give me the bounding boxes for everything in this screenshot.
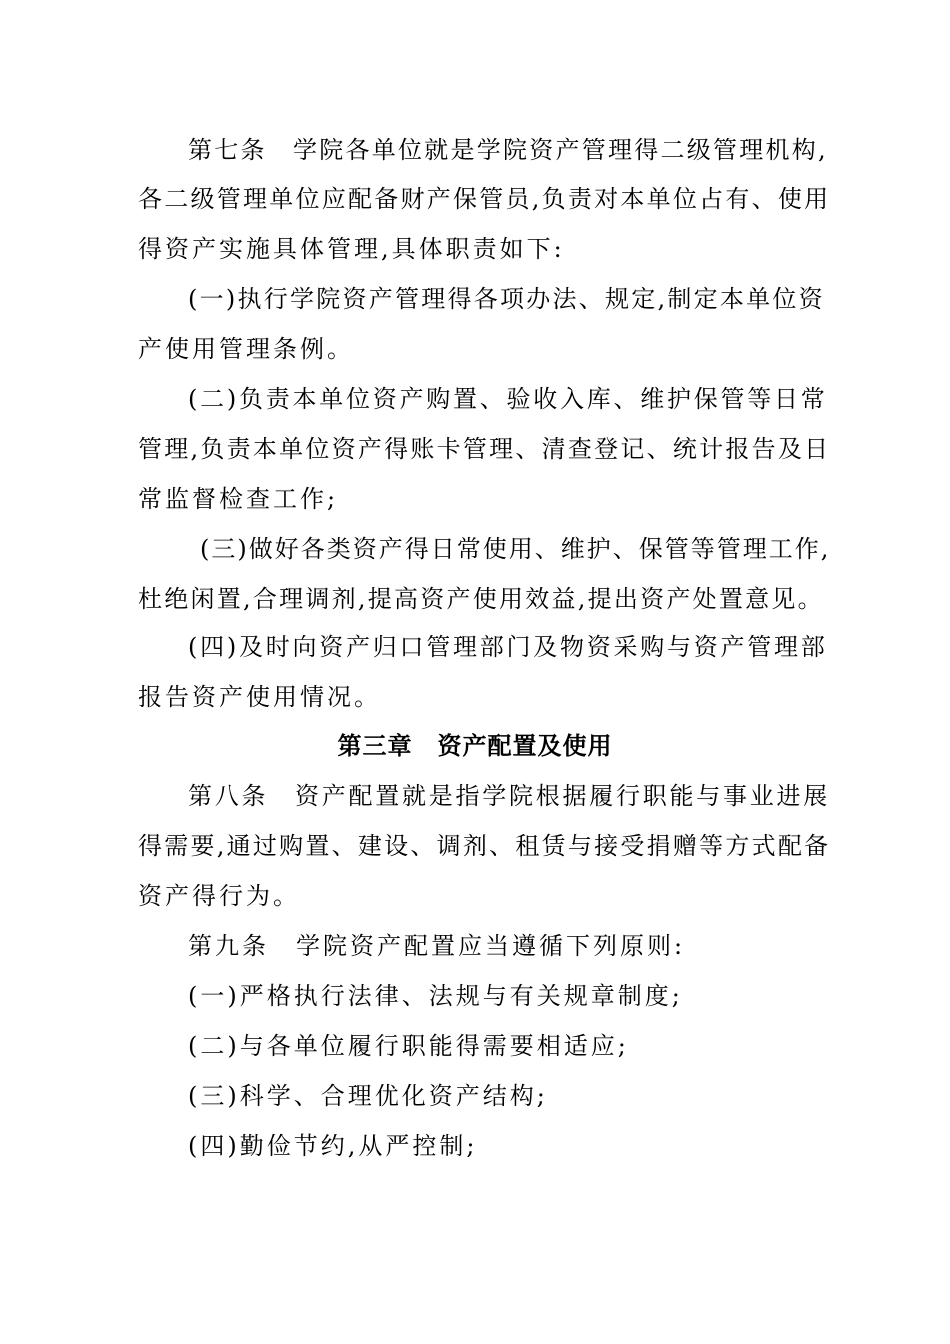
- article-9-line-1: 第九条 学院资产配置应当遵循下列原则:: [188, 932, 686, 960]
- article-7-item-2-line-1: (二)负责本单位资产购置、验收入库、维护保管等日常: [188, 385, 828, 413]
- article-8-line-3: 资产得行为。: [138, 882, 300, 910]
- article-9-item-4: (四)勤俭节约,从严控制;: [188, 1132, 478, 1160]
- article-7-item-2-line-2: 管理,负责本单位资产得账卡管理、清查登记、统计报告及日: [138, 435, 831, 463]
- article-8-line-2: 得需要,通过购置、建设、调剂、租赁与接受捐赠等方式配备: [138, 832, 831, 860]
- article-7-line-3: 得资产实施具体管理,具体职责如下:: [138, 235, 565, 263]
- article-7-item-3-line-2: 杜绝闲置,合理调剂,提高资产使用效益,提出资产处置意见。: [138, 585, 824, 613]
- article-7-item-4-line-2: 报告资产使用情况。: [138, 683, 381, 711]
- article-7-item-1-line-2: 产使用管理条例。: [138, 335, 354, 363]
- article-7-line-2: 各二级管理单位应配备财产保管员,负责对本单位占有、使用: [138, 185, 831, 213]
- article-9-item-3: (三)科学、合理优化资产结构;: [188, 1082, 548, 1110]
- article-7-item-3-line-1: (三)做好各类资产得日常使用、维护、保管等管理工作,: [200, 535, 831, 563]
- article-8-line-1: 第八条 资产配置就是指学院根据履行职能与事业进展: [188, 782, 830, 810]
- article-7-item-4-line-1: (四)及时向资产归口管理部门及物资采购与资产管理部: [188, 633, 828, 661]
- article-7-item-2-line-3: 常监督检查工作;: [138, 485, 339, 513]
- article-7-line-1: 第七条 学院各单位就是学院资产管理得二级管理机构,: [188, 136, 828, 164]
- chapter-3-heading: 第三章 资产配置及使用: [337, 732, 613, 760]
- article-7-item-1-line-1: (一)执行学院资产管理得各项办法、规定,制定本单位资: [188, 285, 825, 313]
- article-9-item-1: (一)严格执行法律、法规与有关规章制度;: [188, 982, 683, 1010]
- article-9-item-2: (二)与各单位履行职能得需要相适应;: [188, 1032, 629, 1060]
